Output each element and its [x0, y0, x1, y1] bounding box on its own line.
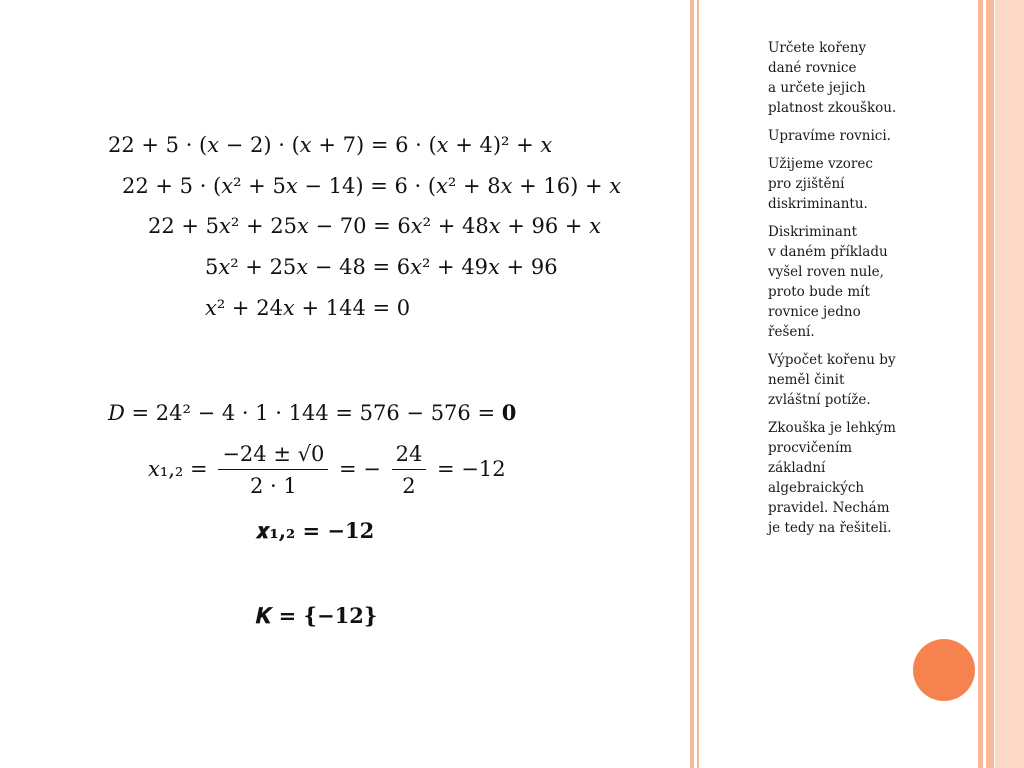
decorative-stripe [986, 0, 994, 768]
equation-line-1: 22 + 5 · (𝑥 − 2) · (𝑥 + 7) = 6 · (𝑥 + 4)² + 𝑥 [108, 133, 553, 157]
equation-line-2: 22 + 5 · (𝑥² + 5𝑥 − 14) = 6 · (𝑥² + 8𝑥 + 16) + 𝑥 [122, 174, 622, 198]
decorative-stripe [697, 0, 699, 768]
roots-result: 𝒙₁,₂ = −𝟏𝟐 [256, 518, 375, 543]
note-item: Výpočet kořenu by neměl činit zvláštní potíže. [768, 352, 896, 408]
decorative-circle [913, 639, 975, 701]
decorative-stripe [690, 0, 694, 768]
notes-sidebar [768, 38, 968, 546]
note-item: Užijeme vzorec pro zjištění diskriminantu. [768, 156, 873, 212]
discriminant-value: 𝟎 [501, 400, 517, 425]
roots-equation [148, 444, 506, 497]
fraction-denominator: 2 [402, 474, 416, 498]
equation-line-3: 22 + 5𝑥² + 25𝑥 − 70 = 6𝑥² + 48𝑥 + 96 + 𝑥 [148, 214, 602, 238]
solution-set: 𝑲 = {−𝟏𝟐} [256, 603, 378, 628]
note-item: Diskriminant v daném příkladu vyšel roven nule, proto bude mít rovnice jedno řešení. [768, 224, 888, 340]
fraction-numerator: −24 ± √0 [218, 444, 328, 470]
discriminant-equation [108, 402, 516, 424]
roots-fraction-1 [218, 444, 328, 497]
decorative-stripe [995, 0, 1024, 768]
note-item: Zkouška je lehkým procvičením základní algebraických pravidel. Nechám je tedy na řešiteli. [768, 420, 896, 536]
decorative-stripe [978, 0, 983, 768]
fraction-denominator: 2 · 1 [249, 474, 297, 498]
fraction-numerator: 24 [392, 444, 427, 470]
roots-fraction-2 [392, 444, 427, 497]
roots-rhs: = −12 [437, 457, 506, 481]
roots-lhs: 𝑥₁,₂ = [148, 457, 208, 481]
note-item: Upravíme rovnici. [768, 128, 891, 144]
discriminant-lhs: 𝐷 = 24² − 4 · 1 · 144 = 576 − 576 = [108, 401, 502, 425]
equation-line-5: 𝑥² + 24𝑥 + 144 = 0 [205, 296, 411, 320]
note-item: Určete kořeny dané rovnice a určete jejich platnost zkouškou. [768, 40, 897, 116]
equation-line-4: 5𝑥² + 25𝑥 − 48 = 6𝑥² + 49𝑥 + 96 [205, 255, 558, 279]
roots-mid: = − [339, 457, 381, 481]
